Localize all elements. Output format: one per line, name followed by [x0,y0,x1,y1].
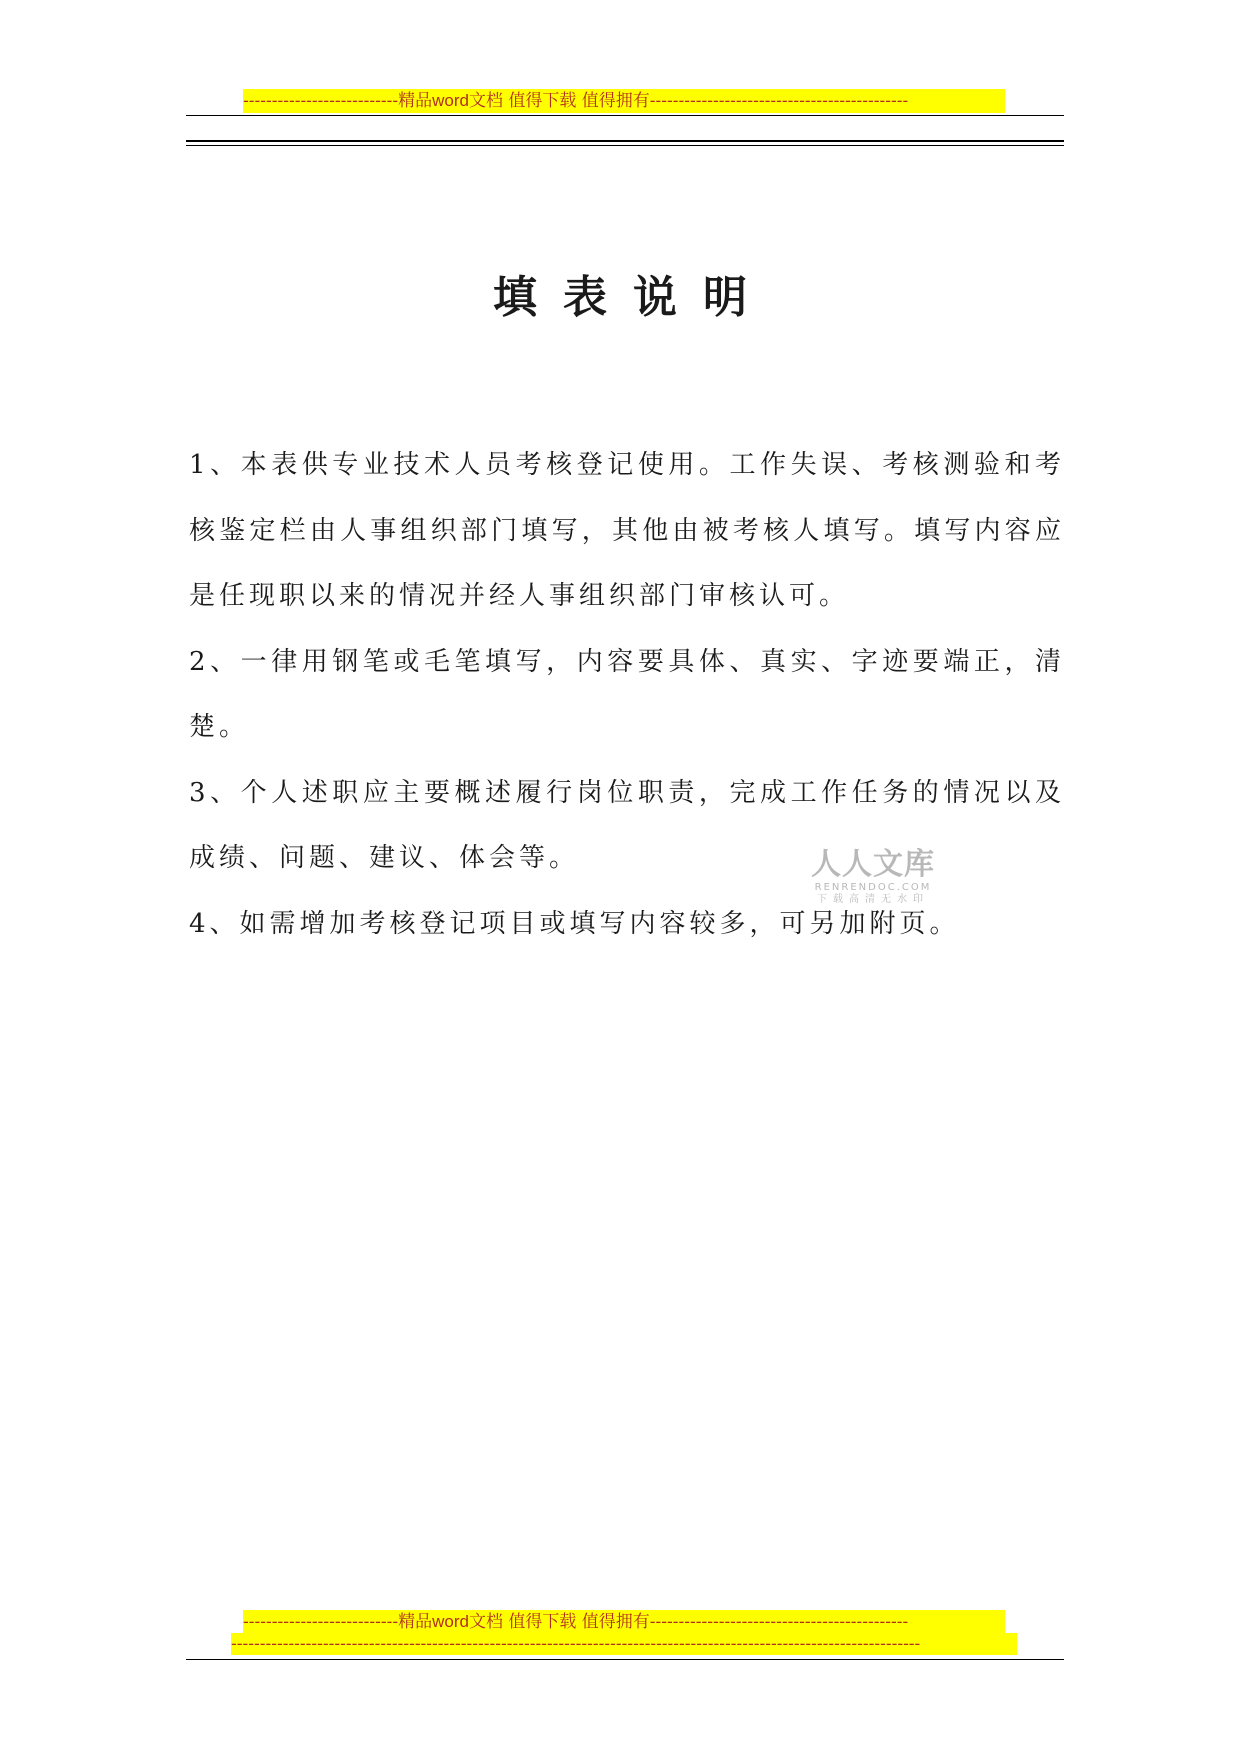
header-double-rule-thick [186,140,1064,142]
header-double-rule-thin [186,145,1064,146]
footer-banner [243,1610,1005,1634]
banner-text-word: word [432,91,469,110]
banner-text-rest: 文档 值得下载 值得拥有 [468,91,650,111]
banner-dashes-right: --------------------------------------------- [649,91,909,111]
page-title: 填表说明 [493,272,773,323]
instruction-item-2: 2、一律用钢笔或毛笔填写，内容要具体、真实、字迹要端正，清楚。 [189,646,1065,742]
header-rule [186,115,1064,116]
footer-dash-line: ------------------------------------------------------------------------------------------------------------------------ [231,1633,1017,1655]
footer-text-word: word [432,1612,469,1631]
instruction-item-4: 4、如需增加考核登记项目或填写内容较多，可另加附页。 [189,908,960,939]
footer-text-jingpin: 精品 [398,1612,433,1632]
footer-rule [186,1659,1064,1660]
header-banner [243,89,1005,113]
watermark-main-text: 人人文库 [811,847,935,882]
watermark-sub-text: 下载高清无水印 [817,894,929,905]
watermark-logo [808,848,938,906]
instruction-item-1: 1、本表供专业技术人员考核登记使用。工作失误、考核测验和考核鉴定栏由人事组织部门填写，其他由被考核人填写。填写内容应是任现职以来的情况并经人事组织部门审核认可。 [189,450,1065,611]
banner-dashes-left: --------------------------- [243,91,399,111]
footer-dashes-left: --------------------------- [243,1612,399,1632]
footer-dashes-right: --------------------------------------------- [649,1612,909,1632]
footer-text-rest: 文档 值得下载 值得拥有 [468,1612,650,1632]
banner-text-jingpin: 精品 [398,91,433,111]
instruction-item-3: 3、个人述职应主要概述履行岗位职责，完成工作任务的情况以及成绩、问题、建议、体会等。 [189,777,1065,873]
watermark-site-text: RENRENDOC.COM [814,882,932,893]
